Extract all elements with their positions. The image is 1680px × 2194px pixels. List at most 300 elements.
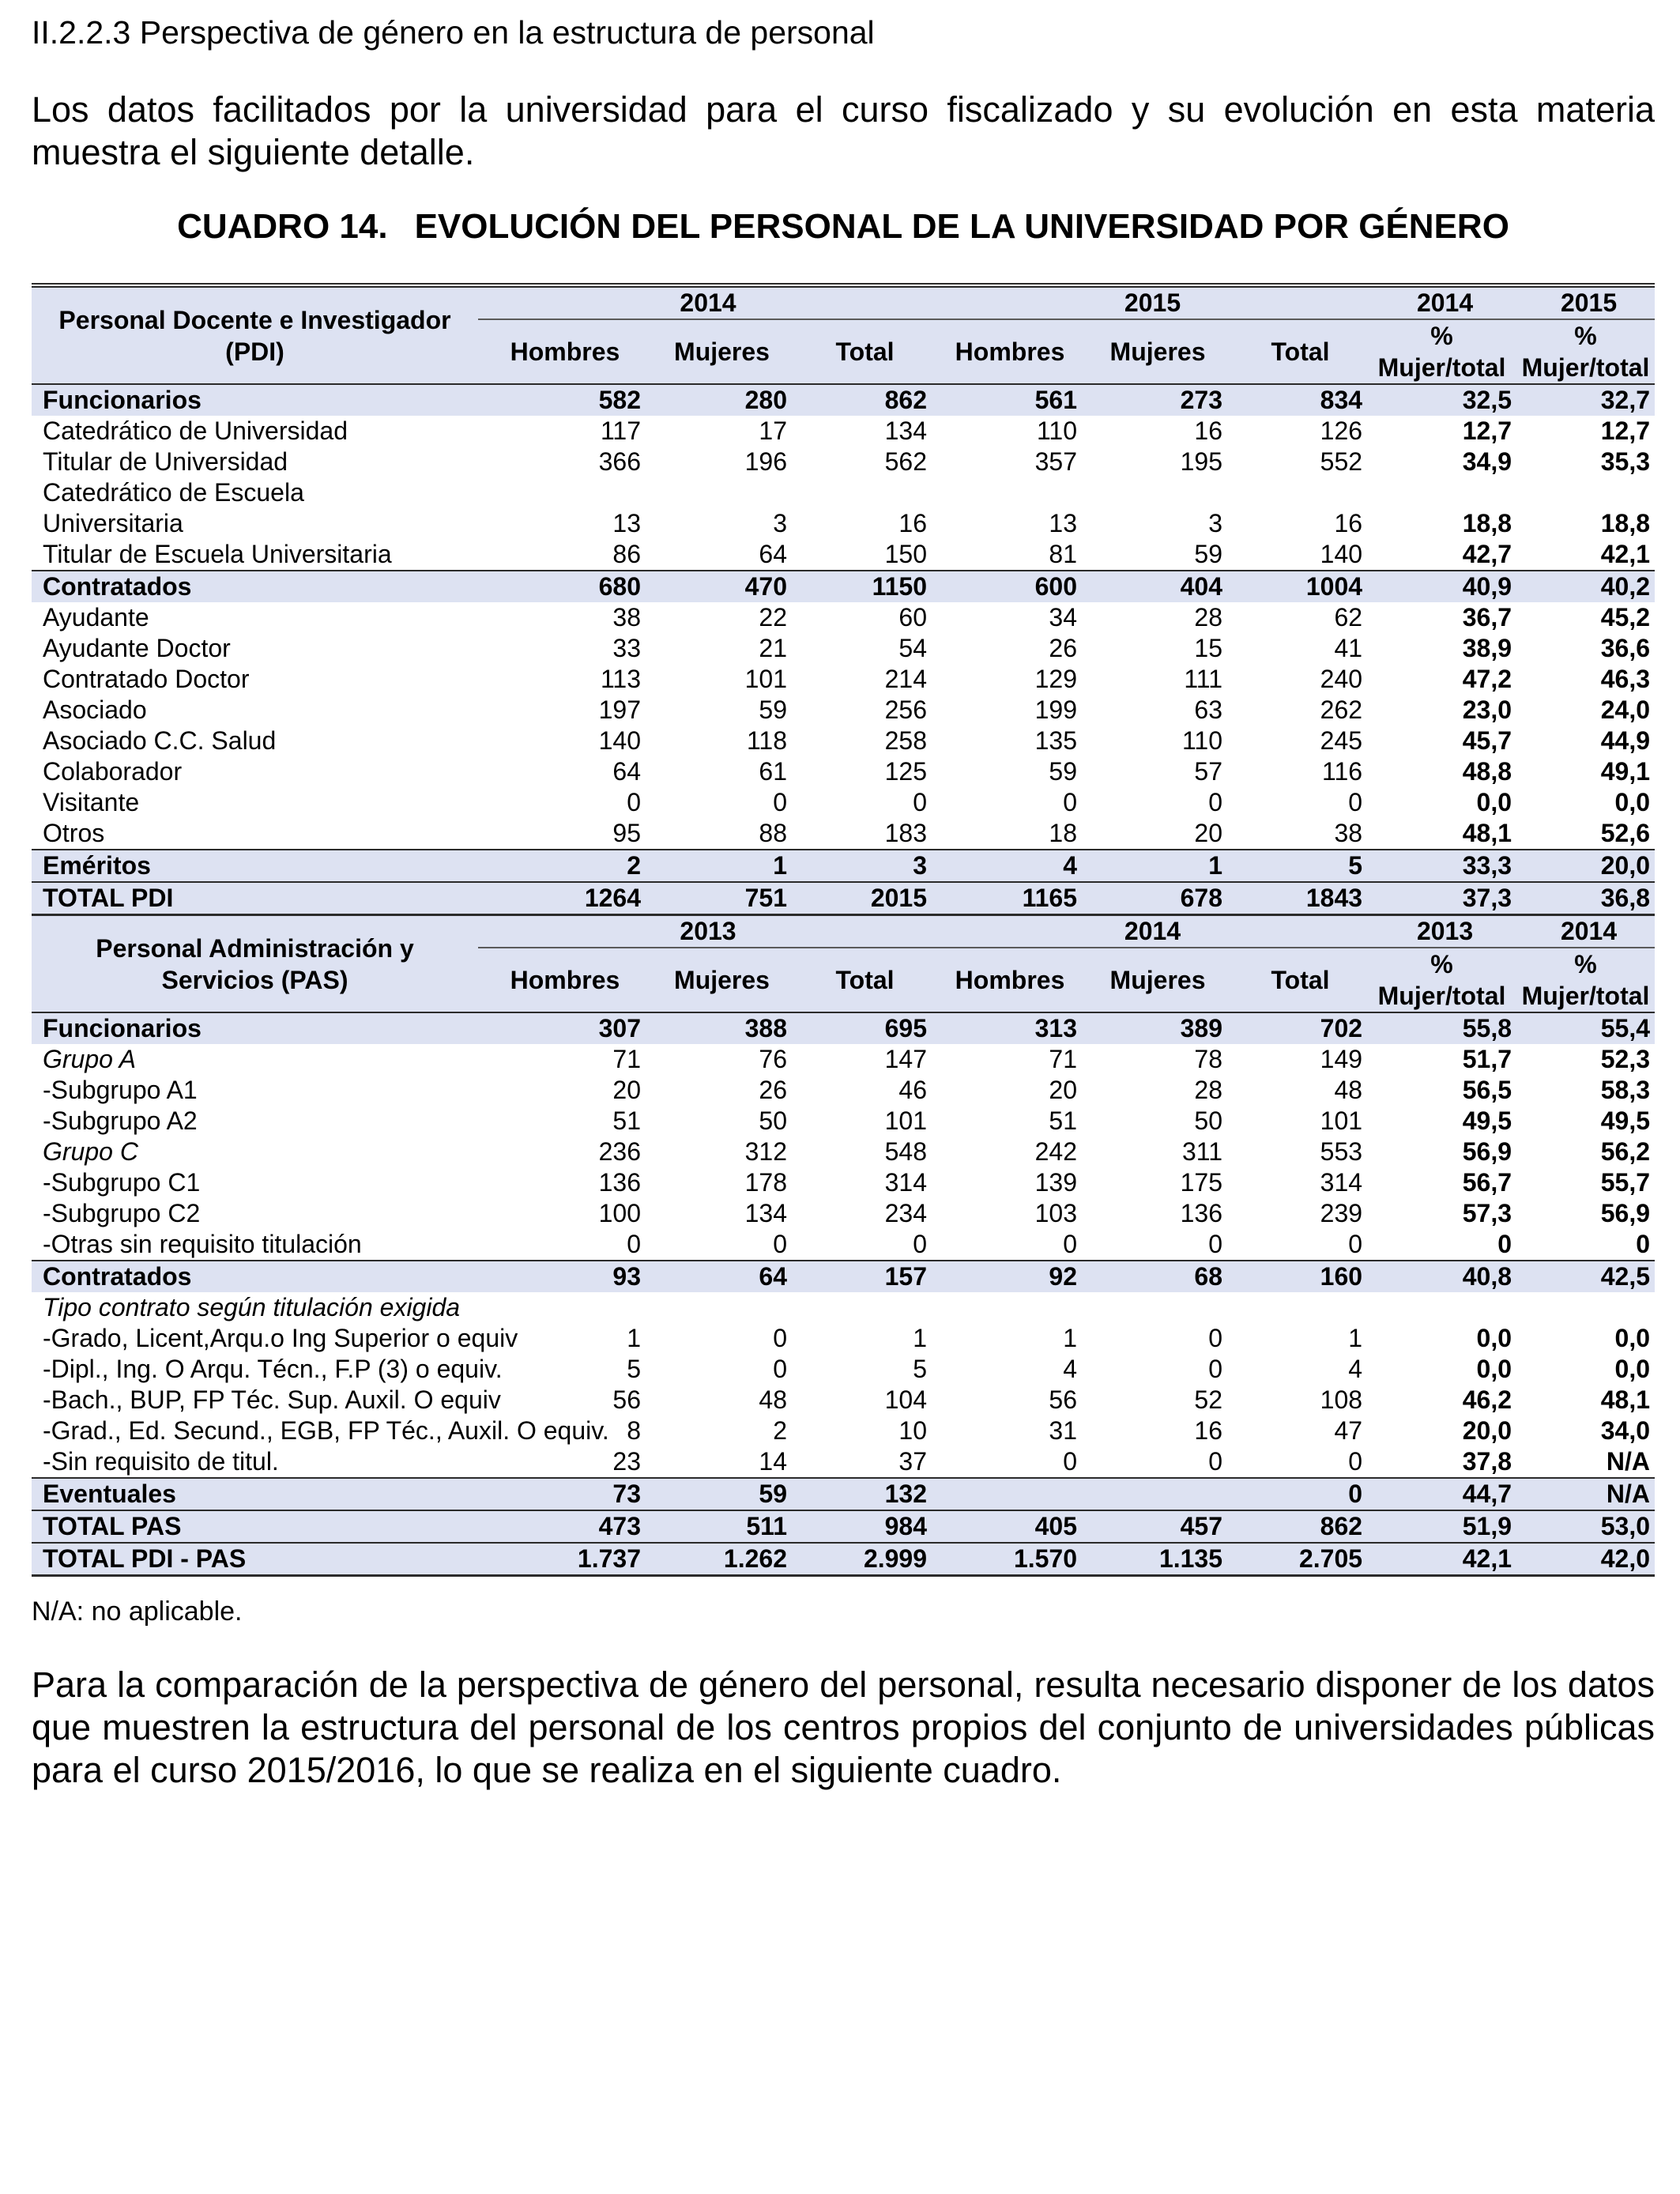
value-cell: 20	[612, 1076, 641, 1104]
value-cell: 22	[759, 603, 787, 631]
col-hombres: Hombres	[932, 319, 1082, 384]
table-row	[32, 787, 1655, 818]
value-cell: 113	[600, 665, 641, 693]
value-cell: 195	[1180, 447, 1223, 476]
value-cell: 4	[1348, 1355, 1363, 1383]
value-cell: 511	[646, 1510, 792, 1543]
value-cell: 0	[1208, 1230, 1223, 1258]
table-row	[32, 1198, 1655, 1229]
value-cell: 234	[884, 1199, 928, 1227]
row-label: -Subgrupo A2	[43, 1106, 198, 1135]
col-pct-mujer: % Mujer/total	[1367, 319, 1516, 384]
pct-cell: 44,7	[1367, 1478, 1516, 1510]
value-cell: 101	[1320, 1106, 1363, 1135]
value-cell: 63	[1194, 696, 1223, 724]
value-cell: 117	[600, 417, 641, 445]
pct-cell: N/A	[1516, 1478, 1655, 1510]
footnote: N/A: no aplicable.	[32, 1596, 243, 1627]
value-cell: 0	[913, 788, 928, 816]
value-cell: 8	[627, 1416, 641, 1445]
value-cell: 81	[1049, 540, 1078, 568]
value-cell: 245	[1320, 726, 1363, 755]
pct-cell: 51,9	[1367, 1510, 1516, 1543]
pct-cell: 56,5	[1462, 1076, 1512, 1104]
value-cell: 15	[1194, 634, 1223, 662]
value-cell: 71	[1049, 1045, 1078, 1073]
value-cell	[792, 1292, 932, 1323]
value-cell: 0	[773, 1355, 787, 1383]
value-cell: 1	[1082, 850, 1227, 882]
table-row	[32, 882, 1655, 915]
pas-year-a: 2013	[478, 915, 932, 948]
col-mujeres: Mujeres	[646, 319, 792, 384]
value-cell: 0	[773, 1324, 787, 1352]
col-mujeres: Mujeres	[1082, 948, 1227, 1012]
pas-year-b: 2014	[932, 915, 1367, 948]
table-row	[32, 384, 1655, 416]
value-cell: 41	[1334, 634, 1363, 662]
table-row	[32, 1446, 1655, 1478]
value-cell: 59	[1194, 540, 1223, 568]
col-total: Total	[792, 948, 932, 1012]
value-cell: 695	[792, 1012, 932, 1044]
table-row	[32, 1075, 1655, 1106]
value-cell: 111	[1184, 665, 1223, 693]
row-label	[32, 477, 478, 539]
value-cell: 1264	[478, 882, 646, 915]
col-total: Total	[1227, 319, 1367, 384]
value-cell: 183	[884, 819, 928, 847]
value-cell: 103	[1034, 1199, 1078, 1227]
pct-cell: 42,0	[1516, 1543, 1655, 1576]
value-cell: 147	[884, 1045, 928, 1073]
value-cell: 26	[1049, 634, 1078, 662]
row-label: TOTAL PAS	[32, 1510, 478, 1543]
value-cell: 1150	[792, 571, 932, 602]
value-cell: 5	[627, 1355, 641, 1383]
value-cell: 470	[646, 571, 792, 602]
value-cell: 101	[744, 665, 787, 693]
value-cell: 33	[612, 634, 641, 662]
col-hombres: Hombres	[932, 948, 1082, 1012]
value-cell	[478, 1292, 646, 1323]
pct-cell: 23,0	[1462, 696, 1512, 724]
value-cell: 0	[627, 788, 641, 816]
value-cell: 28	[1194, 603, 1223, 631]
row-label: -Subgrupo C1	[43, 1168, 201, 1197]
value-cell: 31	[1049, 1416, 1078, 1445]
value-cell: 314	[884, 1168, 928, 1197]
row-label: Asociado C.C. Salud	[43, 726, 277, 755]
value-cell: 256	[884, 696, 928, 724]
pct-cell: 18,8	[1462, 509, 1512, 537]
value-cell	[1082, 1292, 1227, 1323]
row-label: -Subgrupo C2	[43, 1199, 201, 1227]
value-cell	[932, 1478, 1082, 1510]
pct-cell: 32,7	[1516, 384, 1655, 416]
value-cell: 68	[1082, 1261, 1227, 1292]
pct-cell: 58,3	[1600, 1076, 1651, 1104]
row-label: -Sin requisito de titul.	[43, 1447, 279, 1476]
value-cell: 553	[1320, 1137, 1363, 1166]
pct-cell: 33,3	[1367, 850, 1516, 882]
row-label: -Dipl., Ing. O Arqu. Técn., F.P (3) o equiv.	[43, 1355, 503, 1383]
pct-cell: 36,8	[1516, 882, 1655, 915]
pct-cell: 49,5	[1462, 1106, 1512, 1135]
row-label: Asociado	[43, 696, 147, 724]
pct-cell: 56,2	[1600, 1137, 1651, 1166]
value-cell: 0	[1208, 1355, 1223, 1383]
value-cell: 1	[627, 1324, 641, 1352]
value-cell: 702	[1227, 1012, 1367, 1044]
value-cell: 0	[1063, 788, 1078, 816]
value-cell: 10	[898, 1416, 928, 1445]
row-label: Titular de Escuela Universitaria	[43, 540, 392, 568]
pct-cell: 53,0	[1516, 1510, 1655, 1543]
pas-pct-year-a: 2013	[1367, 915, 1516, 948]
value-cell: 2	[478, 850, 646, 882]
row-label: Colaborador	[43, 757, 183, 786]
value-cell: 404	[1082, 571, 1227, 602]
value-cell: 21	[759, 634, 787, 662]
value-cell: 160	[1227, 1261, 1367, 1292]
value-cell: 1.262	[646, 1543, 792, 1576]
pct-cell: 24,0	[1600, 696, 1651, 724]
value-cell: 101	[884, 1106, 928, 1135]
value-cell: 59	[646, 1478, 792, 1510]
pct-cell: 34,9	[1462, 447, 1512, 476]
value-cell: 64	[646, 1261, 792, 1292]
row-label: Eméritos	[32, 850, 478, 882]
table-row	[32, 850, 1655, 882]
value-cell: 457	[1082, 1510, 1227, 1543]
value-cell: 0	[1208, 1447, 1223, 1476]
pct-cell: 12,7	[1462, 417, 1512, 445]
row-label: Grupo C	[43, 1137, 138, 1166]
value-cell: 28	[1194, 1076, 1223, 1104]
value-cell: 0	[1208, 788, 1223, 816]
value-cell: 0	[773, 1230, 787, 1258]
value-cell: 126	[1320, 417, 1363, 445]
row-label: Catedrático de Universidad	[43, 417, 348, 445]
value-cell: 16	[1334, 509, 1363, 537]
value-cell: 54	[898, 634, 928, 662]
row-label: TOTAL PDI	[32, 882, 478, 915]
row-label: Contratado Doctor	[43, 665, 250, 693]
pct-cell: 0,0	[1614, 1355, 1651, 1383]
value-cell: 313	[932, 1012, 1082, 1044]
value-cell: 473	[478, 1510, 646, 1543]
pct-cell: 40,2	[1516, 571, 1655, 602]
value-cell: 62	[1334, 603, 1363, 631]
table-row	[32, 1044, 1655, 1075]
col-hombres: Hombres	[478, 319, 646, 384]
value-cell: 46	[898, 1076, 928, 1104]
pct-cell: 42,1	[1367, 1543, 1516, 1576]
table-row	[32, 695, 1655, 726]
value-cell: 48	[759, 1385, 787, 1414]
value-cell: 78	[1194, 1045, 1223, 1073]
pct-cell: 55,8	[1367, 1012, 1516, 1044]
pct-cell: 37,8	[1462, 1447, 1512, 1476]
staff-gender-table	[32, 283, 1655, 1577]
value-cell: 76	[759, 1045, 787, 1073]
value-cell: 51	[1049, 1106, 1078, 1135]
value-cell: 1	[913, 1324, 928, 1352]
value-cell: 1	[1348, 1324, 1363, 1352]
value-cell: 50	[759, 1106, 787, 1135]
value-cell: 116	[1322, 757, 1363, 786]
value-cell: 197	[598, 696, 641, 724]
value-cell: 71	[612, 1045, 641, 1073]
pct-cell: 42,1	[1600, 540, 1651, 568]
col-mujeres: Mujeres	[646, 948, 792, 1012]
col-hombres: Hombres	[478, 948, 646, 1012]
value-cell: 280	[646, 384, 792, 416]
value-cell: 92	[932, 1261, 1082, 1292]
value-cell: 2.705	[1227, 1543, 1367, 1576]
col-total: Total	[1227, 948, 1367, 1012]
intro-paragraph: Los datos facilitados por la universidad para el curso fiscalizado y su evolución en esta materia muestra el siguiente detalle.	[32, 89, 1655, 172]
value-cell: 751	[646, 882, 792, 915]
value-cell: 0	[773, 788, 787, 816]
pct-cell: 49,1	[1600, 757, 1651, 786]
pct-cell: 0	[1497, 1230, 1512, 1258]
value-cell: 582	[478, 384, 646, 416]
value-cell: 59	[759, 696, 787, 724]
value-cell: 236	[598, 1137, 641, 1166]
value-cell: 240	[1320, 665, 1363, 693]
value-cell: 134	[884, 417, 928, 445]
table-row	[32, 539, 1655, 571]
value-cell: 3	[792, 850, 932, 882]
pct-cell: 0,0	[1476, 1355, 1512, 1383]
pct-cell: 20,0	[1462, 1416, 1512, 1445]
value-cell: 1	[1063, 1324, 1078, 1352]
value-cell: 2015	[792, 882, 932, 915]
table-row	[32, 1478, 1655, 1510]
row-label: Titular de Universidad	[43, 447, 288, 476]
pct-cell: 57,3	[1462, 1199, 1512, 1227]
value-cell: 16	[1194, 1416, 1223, 1445]
value-cell: 157	[792, 1261, 932, 1292]
value-cell: 862	[792, 384, 932, 416]
value-cell: 0	[1208, 1324, 1223, 1352]
value-cell: 56	[1049, 1385, 1078, 1414]
row-label: Contratados	[32, 1261, 478, 1292]
document-page	[32, 11, 1655, 1792]
value-cell: 17	[759, 417, 787, 445]
value-cell: 51	[612, 1106, 641, 1135]
value-cell: 0	[913, 1230, 928, 1258]
pct-cell: 46,3	[1600, 665, 1651, 693]
value-cell: 134	[744, 1199, 787, 1227]
pdi-header-label: Personal Docente e Investigador (PDI)	[32, 285, 478, 384]
col-pct-mujer: % Mujer/total	[1516, 319, 1655, 384]
value-cell: 262	[1320, 696, 1363, 724]
table-row	[32, 1229, 1655, 1261]
value-cell: 52	[1194, 1385, 1223, 1414]
value-cell: 16	[898, 509, 928, 537]
value-cell: 1.737	[478, 1543, 646, 1576]
value-cell: 132	[792, 1478, 932, 1510]
value-cell: 239	[1320, 1199, 1363, 1227]
pct-cell: 36,6	[1600, 634, 1651, 662]
row-label: Tipo contrato según titulación exigida	[43, 1293, 461, 1321]
row-label: Funcionarios	[32, 384, 478, 416]
closing-paragraph: Para la comparación de la perspectiva de género del personal, resulta necesario disponer de los datos que muestren la estructura del personal de los centros propios del conjunto de universidades públicas para el curso 2015/2016, lo que se realiza en el siguiente cuadro.	[32, 1664, 1655, 1790]
value-cell: 13	[1049, 509, 1078, 537]
value-cell	[646, 1292, 792, 1323]
value-cell: 18	[1049, 819, 1078, 847]
value-cell: 984	[792, 1510, 932, 1543]
value-cell: 1843	[1227, 882, 1367, 915]
row-label: -Bach., BUP, FP Téc. Sup. Auxil. O equiv	[43, 1385, 501, 1414]
pct-cell: 47,2	[1462, 665, 1512, 693]
value-cell: 0	[1063, 1230, 1078, 1258]
value-cell: 1.570	[932, 1543, 1082, 1576]
value-cell: 199	[1034, 696, 1078, 724]
table-row	[32, 726, 1655, 756]
value-cell: 93	[478, 1261, 646, 1292]
value-cell: 1004	[1227, 571, 1367, 602]
value-cell: 175	[1180, 1168, 1223, 1197]
pct-cell: 12,7	[1600, 417, 1651, 445]
value-cell: 118	[746, 726, 787, 755]
pas-pct-year-b: 2014	[1516, 915, 1655, 948]
value-cell: 862	[1227, 1510, 1367, 1543]
pct-cell: 0	[1636, 1230, 1651, 1258]
pdi-pct-year-b: 2015	[1516, 285, 1655, 319]
pct-cell: 35,3	[1600, 447, 1651, 476]
value-cell: 678	[1082, 882, 1227, 915]
pct-cell: 56,9	[1462, 1137, 1512, 1166]
value-cell: 104	[884, 1385, 928, 1414]
value-cell: 214	[884, 665, 928, 693]
pct-cell: 34,0	[1600, 1416, 1651, 1445]
value-cell: 73	[478, 1478, 646, 1510]
table-row	[32, 1167, 1655, 1198]
value-cell: 1.135	[1082, 1543, 1227, 1576]
value-cell: 14	[759, 1447, 787, 1476]
pct-cell: 51,7	[1462, 1045, 1512, 1073]
caption-number: CUADRO 14.	[177, 207, 388, 246]
value-cell: 20	[1049, 1076, 1078, 1104]
table-caption	[32, 207, 1655, 247]
value-cell: 150	[884, 540, 928, 568]
table-row	[32, 1385, 1655, 1416]
pct-cell: 56,7	[1462, 1168, 1512, 1197]
value-cell: 13	[612, 509, 641, 537]
pct-cell: 52,3	[1600, 1045, 1651, 1073]
row-label: -Otras sin requisito titulación	[43, 1230, 362, 1258]
pct-cell: 48,8	[1462, 757, 1512, 786]
value-cell: 389	[1082, 1012, 1227, 1044]
pct-cell	[1516, 1292, 1655, 1323]
row-label: Funcionarios	[32, 1012, 478, 1044]
value-cell: 314	[1320, 1168, 1363, 1197]
value-cell: 561	[932, 384, 1082, 416]
value-cell: 100	[598, 1199, 641, 1227]
row-label: Visitante	[43, 788, 140, 816]
pdi-year-a: 2014	[478, 285, 932, 319]
pct-cell: 0,0	[1614, 788, 1651, 816]
pct-cell: 55,7	[1600, 1168, 1651, 1197]
pct-cell: 49,5	[1600, 1106, 1651, 1135]
value-cell: 88	[759, 819, 787, 847]
value-cell: 50	[1194, 1106, 1223, 1135]
pct-cell: 18,8	[1600, 509, 1651, 537]
value-cell: 56	[612, 1385, 641, 1414]
pas-body	[32, 1012, 1655, 1576]
value-cell: 312	[744, 1137, 787, 1166]
section-title: II.2.2.3 Perspectiva de género en la estructura de personal	[32, 14, 875, 51]
value-cell: 110	[1182, 726, 1223, 755]
pct-cell: 0,0	[1614, 1324, 1651, 1352]
pct-cell: 0,0	[1476, 1324, 1512, 1352]
pdi-header-years	[32, 285, 1655, 319]
row-label: TOTAL PDI - PAS	[32, 1543, 478, 1576]
table-row	[32, 1261, 1655, 1292]
table-row	[32, 477, 1655, 539]
pct-cell: 52,6	[1600, 819, 1651, 847]
value-cell: 37	[898, 1447, 928, 1476]
value-cell: 136	[1180, 1199, 1223, 1227]
value-cell: 139	[1034, 1168, 1078, 1197]
value-cell: 47	[1334, 1416, 1363, 1445]
value-cell: 149	[1320, 1045, 1363, 1073]
value-cell: 20	[1194, 819, 1223, 847]
value-cell: 59	[1049, 757, 1078, 786]
col-mujeres: Mujeres	[1082, 319, 1227, 384]
value-cell: 366	[598, 447, 641, 476]
pdi-year-b: 2015	[932, 285, 1367, 319]
table-row	[32, 416, 1655, 447]
value-cell: 405	[932, 1510, 1082, 1543]
row-label: Contratados	[32, 571, 478, 602]
pct-cell: 44,9	[1600, 726, 1651, 755]
value-cell: 258	[884, 726, 928, 755]
value-cell: 110	[1037, 417, 1078, 445]
value-cell: 4	[932, 850, 1082, 882]
value-cell: 95	[612, 819, 641, 847]
value-cell: 3	[1208, 509, 1223, 537]
table-row	[32, 1292, 1655, 1323]
pct-cell: 40,8	[1367, 1261, 1516, 1292]
value-cell: 0	[1227, 1478, 1367, 1510]
value-cell: 64	[759, 540, 787, 568]
value-cell: 135	[1034, 726, 1078, 755]
row-label-line: Universitaria	[43, 509, 183, 537]
value-cell: 680	[478, 571, 646, 602]
pct-cell: 38,9	[1462, 634, 1512, 662]
pct-cell: 0,0	[1476, 788, 1512, 816]
value-cell: 242	[1034, 1137, 1078, 1166]
value-cell: 178	[744, 1168, 787, 1197]
value-cell: 1	[646, 850, 792, 882]
value-cell: 57	[1194, 757, 1223, 786]
value-cell: 311	[1182, 1137, 1223, 1166]
value-cell: 196	[744, 447, 787, 476]
value-cell: 136	[598, 1168, 641, 1197]
value-cell: 5	[913, 1355, 928, 1383]
table-row	[32, 571, 1655, 602]
col-total: Total	[792, 319, 932, 384]
value-cell: 34	[1049, 603, 1078, 631]
pct-cell: 48,1	[1600, 1385, 1651, 1414]
pct-cell: 55,4	[1516, 1012, 1655, 1044]
value-cell: 600	[932, 571, 1082, 602]
